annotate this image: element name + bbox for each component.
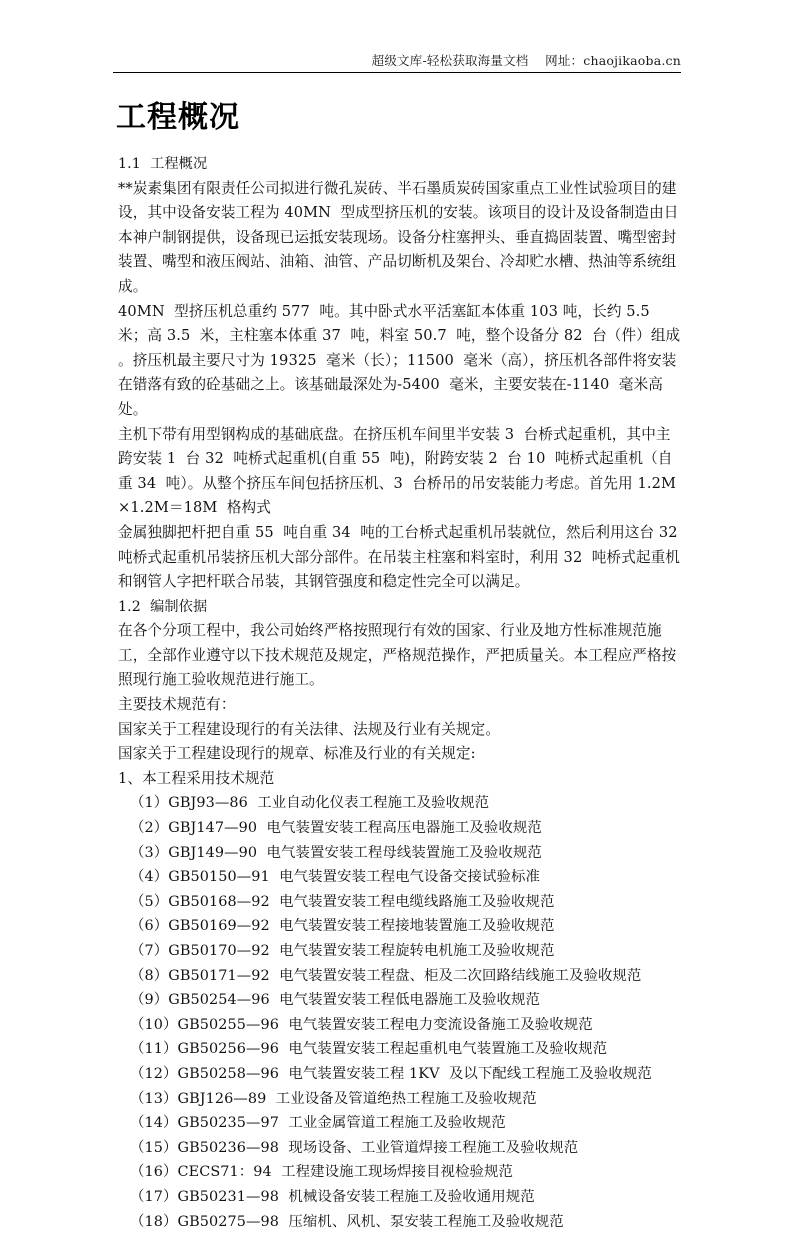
list-item: （6）GB50169—92 电气装置安装工程接地装置施工及验收规范 — [130, 918, 555, 935]
standards-list — [118, 791, 684, 1234]
paragraph-compliance: 在各个分项工程中，我公司始终严格按照现行有效的国家、行业及地方性标准规范施工，全部作业遵守以下技术规范及规定，严格规范操作，严把质量关。本工程应严格按照现行施工验收规范进行施工。 — [118, 622, 677, 689]
paragraph-lifting-method: 金属独脚把杆把自重 55 吨自重 34 吨的工台桥式起重机吊装就位，然后利用这台 32 吨桥式起重机吊装挤压机大部分部件。在吊装主柱塞和料室时，利用 32 吨桥式起重机和钢管人字把杆联合吊装，其钢管强度和稳定性完全可以满足。 — [118, 523, 688, 591]
list-item: （15）GB50236—98 现场设备、工业管道焊接工程施工及验收规范 — [130, 1139, 579, 1156]
list-item: （18）GB50275—98 压缩机、风机、泵安装工程施工及验收规范 — [130, 1213, 564, 1230]
paragraph-national-regulations: 国家关于工程建设现行的规章、标准及行业的有关规定: — [118, 745, 476, 763]
page-title: 工程概况 — [116, 100, 240, 135]
list-item: （12）GB50258—96 电气装置安装工程 1KV 及以下配线工程施工及验收规范 — [130, 1065, 652, 1082]
paragraph-cranes: 主机下带有用型钢构成的基础底盘。在挤压机车间里半安装 3 台桥式起重机，其中主跨安装 1 台 32 吨桥式起重机(自重 55 吨)，附跨安装 2 台 10 吨桥式起重机（自重 34 吨）。从整个挤压车间包括挤压机、3 台桥吊的吊安装能力考虑。首先用 1.2M×1.2M＝18M 格构式 — [118, 425, 677, 517]
list-item: （1）GBJ93—86 工业自动化仪表工程施工及验收规范 — [130, 795, 490, 812]
list-item: （10）GB50255—96 电气装置安装工程电力变流设备施工及验收规范 — [130, 1016, 593, 1033]
section-heading-1-2: 1.2 编制依据 — [118, 598, 208, 615]
list-item: （16）CECS71：94 工程建设施工现场焊接目视检验规范 — [130, 1164, 513, 1181]
list-item: （14）GB50235—97 工业金属管道工程施工及验收规范 — [130, 1115, 506, 1132]
list-item: （11）GB50256—96 电气装置安装工程起重机电气装置施工及验收规范 — [130, 1041, 608, 1058]
list-item: （2）GBJ147—90 电气装置安装工程高压电器施工及验收规范 — [130, 820, 542, 837]
header-divider — [113, 72, 681, 73]
paragraph-project-overview: **炭素集团有限责任公司拟进行微孔炭砖、半石墨质炭砖国家重点工业性试验项目的建设，其中设备安装工程为 40MN 型成型挤压机的安装。该项目的设计及设备制造由日本神户制钢提供，设备现已运抵安装现场。设备分柱塞押头、垂直捣固装置、嘴型密封装置、嘴型和液压阀站、油箱、油管、产品切断机及架台、冷却贮水槽、热油等系统组成。 — [118, 179, 679, 295]
list-item: （5）GB50168—92 电气装置安装工程电缆线路施工及验收规范 — [130, 893, 555, 910]
list-item: （17）GB50231—98 机械设备安装工程施工及验收通用规范 — [130, 1188, 535, 1205]
list-item: （7）GB50170—92 电气装置安装工程旋转电机施工及验收规范 — [130, 943, 555, 959]
paragraph-national-laws: 国家关于工程建设现行的有关法律、法规及行业有关规定。 — [118, 720, 501, 738]
document-body — [118, 152, 688, 1234]
section-heading-1-1: 1.1 工程概况 — [118, 156, 208, 172]
paragraph-adopted-standards-label: 1、本工程采用技术规范 — [118, 769, 275, 787]
header-watermark-text: 超级文库-轻松获取海量文档 网址：chaojikaoba.cn — [371, 53, 681, 68]
paragraph-main-standards-label: 主要技术规范有： — [118, 696, 236, 714]
list-item: （8）GB50171—92 电气装置安装工程盘、柜及二次回路结线施工及验收规范 — [130, 967, 642, 984]
list-item: （9）GB50254—96 电气装置安装工程低电器施工及验收规范 — [130, 992, 540, 1009]
list-item: （13）GBJ126—89 工业设备及管道绝热工程施工及验收规范 — [130, 1090, 537, 1107]
paragraph-press-specs: 40MN 型挤压机总重约 577 吨。其中卧式水平活塞缸本体重 103 吨，长约 5.5 米；高 3.5 米，主柱塞本体重 37 吨，料室 50.7 吨，整个设备分 82 台（件）组成 。挤压机最主要尺寸为 19325 毫米（长）；11500 毫米（高），挤压机各部件将安装在错落有致的砼基础之上。该基础最深处为-5400 毫米，主要安装在-1140 毫米高处。 — [118, 302, 685, 418]
page-header — [113, 52, 681, 73]
list-item: （4）GB50150—91 电气装置安装工程电气设备交接试验标准 — [130, 869, 540, 886]
list-item: （3）GBJ149—90 电气装置安装工程母线装置施工及验收规范 — [130, 844, 542, 861]
